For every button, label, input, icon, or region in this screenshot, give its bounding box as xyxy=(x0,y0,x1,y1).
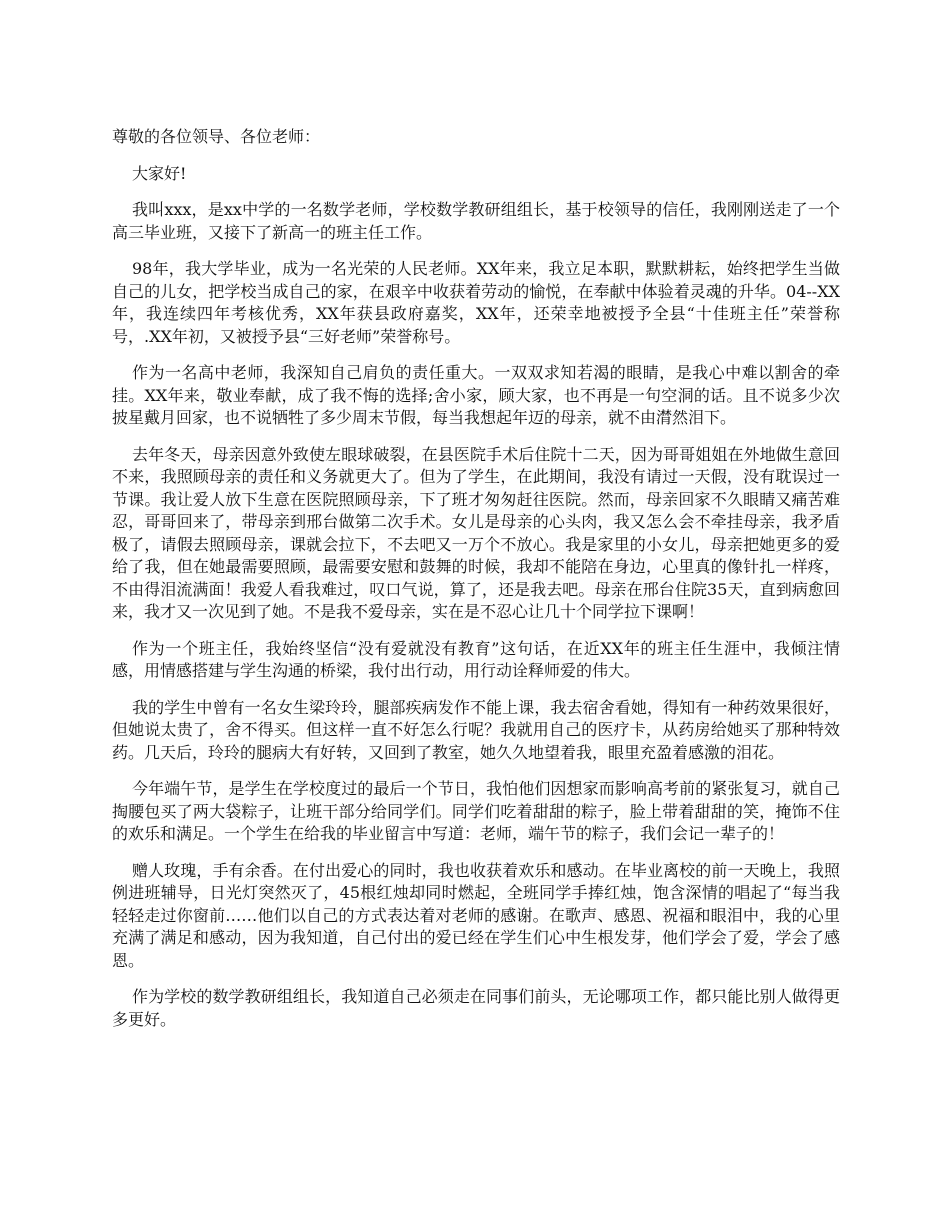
paragraph-responsibility: 作为一名高中老师，我深知自己肩负的责任重大。一双双求知若渴的眼睛，是我心中难以割舍的牵挂。XX年来，敬业奉献，成了我不悔的选择;舍小家，顾大家，也不再是一句空洞的话。且不说多少次披星戴月回家，也不说牺牲了多少周末节假，每当我想起年迈的母亲，就不由潸然泪下。 xyxy=(112,363,840,427)
paragraph-mother: 去年冬天，母亲因意外致使左眼球破裂，在县医院手术后住院十二天，因为哥哥姐姐在外地做生意回不来，我照顾母亲的责任和义务就更大了。但为了学生，在此期间，我没有请过一天假，没有耽误过一节课。我让爱人放下生意在医院照顾母亲，下了班才匆匆赶往医院。然而，母亲回家不久眼睛又痛苦难忍，哥哥回来了，带母亲到邢台做第二次手术。女儿是母亲的心头肉，我又怎么会不牵挂母亲，我矛盾极了，请假去照顾母亲，课就会拉下，不去吧又一万个不放心。我是家里的小女儿，母亲把她更多的爱给了我，但在她最需要照顾，最需要安慰和鼓舞的时候，我却不能陪在身边，心里真的像针扎一样疼，不由得泪流满面！我爱人看我难过，叹口气说，算了，还是我去吧。母亲在邢台住院35天，直到病愈回来，我才又一次见到了她。不是我不爱母亲，实在是不忍心让几十个同学拉下课啊！ xyxy=(112,444,840,621)
salutation: 尊敬的各位领导、各位老师： xyxy=(112,127,321,146)
document-body xyxy=(112,126,840,1045)
paragraph-intro: 我叫xxx，是xx中学的一名数学老师，学校数学教研组组长，基于校领导的信任，我刚刚送走了一个高三毕业班，又接下了新高一的班主任工作。 xyxy=(112,200,840,242)
paragraph-career: 98年，我大学毕业，成为一名光荣的人民老师。XX年来，我立足本职，默默耕耘，始终把学生当做自己的儿女，把学校当成自己的家，在艰辛中收获着劳动的愉悦，在奉献中体验着灵魂的升华。04--XX年，我连续四年考核优秀，XX年获县政府嘉奖，XX年，还荣幸地被授予全县“十佳班主任”荣誉称号，.XX年初，又被授予县“三好老师”荣誉称号。 xyxy=(112,259,840,346)
paragraph-leader: 作为学校的数学教研组组长，我知道自己必须走在同事们前头，无论哪项工作，都只能比别人做得更多更好。 xyxy=(112,987,840,1029)
paragraph-roses: 赠人玫瑰，手有余香。在付出爱心的同时，我也收获着欢乐和感动。在毕业离校的前一天晚上，我照例进班辅导，日光灯突然灭了，45根红烛却同时燃起，全班同学手捧红烛，饱含深情的唱起了“每当我轻轻走过你窗前……他们以自己的方式表达着对老师的感谢。在歌声、感恩、祝福和眼泪中，我的心里充满了满足和感动，因为我知道，自己付出的爱已经在学生们心中生根发芽，他们学会了爱，学会了感恩。 xyxy=(112,860,840,970)
paragraph-dragon-boat: 今年端午节，是学生在学校度过的最后一个节日，我怕他们因想家而影响高考前的紧张复习，就自己掏腰包买了两大袋粽子，让班干部分给同学们。同学们吃着甜甜的粽子，脸上带着甜甜的笑，掩饰不住的欢乐和满足。一个学生在给我的毕业留言中写道：老师，端午节的粽子，我们会记一辈子的！ xyxy=(112,779,840,843)
paragraph-greeting: 大家好! xyxy=(132,163,187,183)
paragraph-student-care: 我的学生中曾有一名女生梁玲玲，腿部疾病发作不能上课，我去宿舍看她，得知有一种药效果很好，但她说太贵了，舍不得买。但这样一直不好怎么行呢？我就用自己的医疗卡，从药房给她买了那种特效药。几天后，玲玲的腿病大有好转，又回到了教室，她久久地望着我，眼里充盈着感激的泪花。 xyxy=(112,697,840,762)
paragraph-belief: 作为一个班主任，我始终坚信“没有爱就没有教育”这句话，在近XX年的班主任生涯中，我倾注情感，用情感搭建与学生沟通的桥梁，我付出行动，用行动诠释师爱的伟大。 xyxy=(112,638,840,680)
